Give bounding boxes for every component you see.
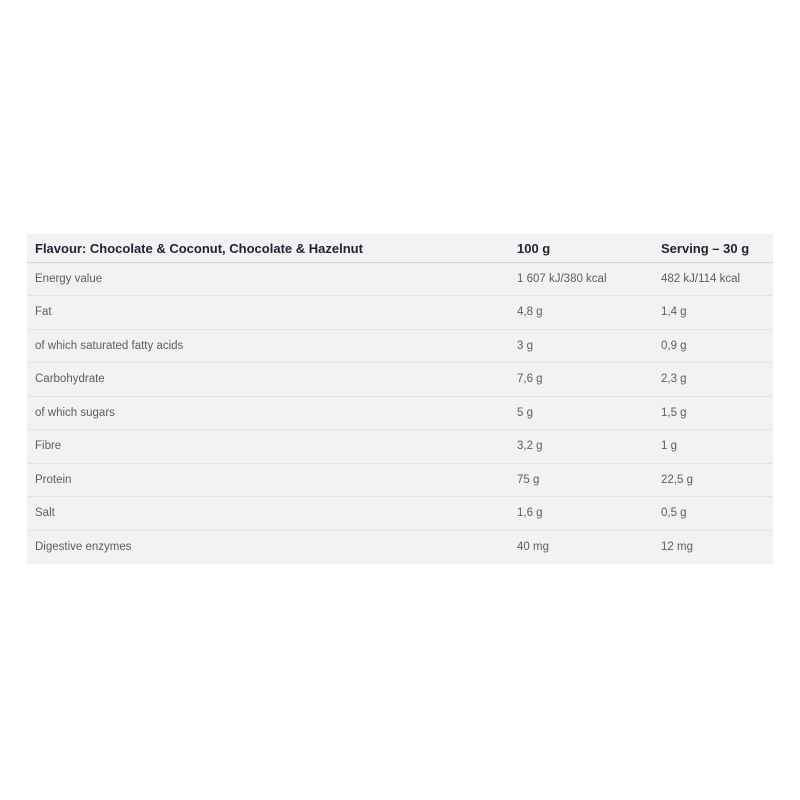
table-row (27, 262, 773, 296)
header-per-100g: 100 g (517, 240, 551, 256)
value-per-serving: 1,5 g (661, 406, 687, 419)
value-per-100g: 1,6 g (517, 507, 543, 520)
table-row (27, 430, 773, 464)
value-per-100g: 5 g (517, 406, 533, 419)
value-per-serving: 1,4 g (661, 306, 687, 319)
header-per-serving: Serving – 30 g (661, 240, 750, 256)
table-row (27, 463, 773, 497)
table-row (27, 530, 773, 564)
value-per-100g: 7,6 g (517, 373, 543, 386)
nutrient-name: Fat (35, 306, 52, 319)
nutrient-name: Protein (35, 473, 72, 486)
nutrient-name: Digestive enzymes (35, 541, 132, 553)
value-per-100g: 40 mg (517, 541, 549, 553)
value-per-serving: 12 mg (661, 541, 693, 553)
nutrient-name: Carbohydrate (35, 373, 105, 386)
value-per-serving: 0,5 g (661, 507, 687, 520)
value-per-100g: 4,8 g (517, 306, 543, 319)
value-per-100g: 3,2 g (517, 440, 543, 453)
nutrient-name: of which sugars (35, 406, 115, 419)
value-per-100g: 1 607 kJ/380 kcal (517, 272, 607, 285)
table-row (27, 329, 773, 363)
table-row (27, 497, 773, 531)
value-per-serving: 1 g (661, 440, 677, 453)
table-row (27, 296, 773, 330)
value-per-serving: 482 kJ/114 kcal (661, 272, 741, 285)
nutrient-name: of which saturated fatty acids (35, 339, 184, 352)
nutrient-name: Salt (35, 507, 55, 520)
table-row (27, 363, 773, 397)
value-per-serving: 2,3 g (661, 373, 687, 386)
nutrition-table (27, 234, 773, 564)
header-flavour: Flavour: Chocolate & Coconut, Chocolate & Hazelnut (35, 240, 363, 256)
nutrient-name: Energy value (35, 272, 103, 285)
nutrient-name: Fibre (35, 440, 62, 453)
value-per-100g: 75 g (517, 473, 540, 486)
value-per-serving: 0,9 g (661, 339, 687, 352)
table-row (27, 396, 773, 430)
table-header-row (27, 234, 773, 262)
value-per-100g: 3 g (517, 339, 533, 352)
value-per-serving: 22,5 g (661, 473, 693, 486)
